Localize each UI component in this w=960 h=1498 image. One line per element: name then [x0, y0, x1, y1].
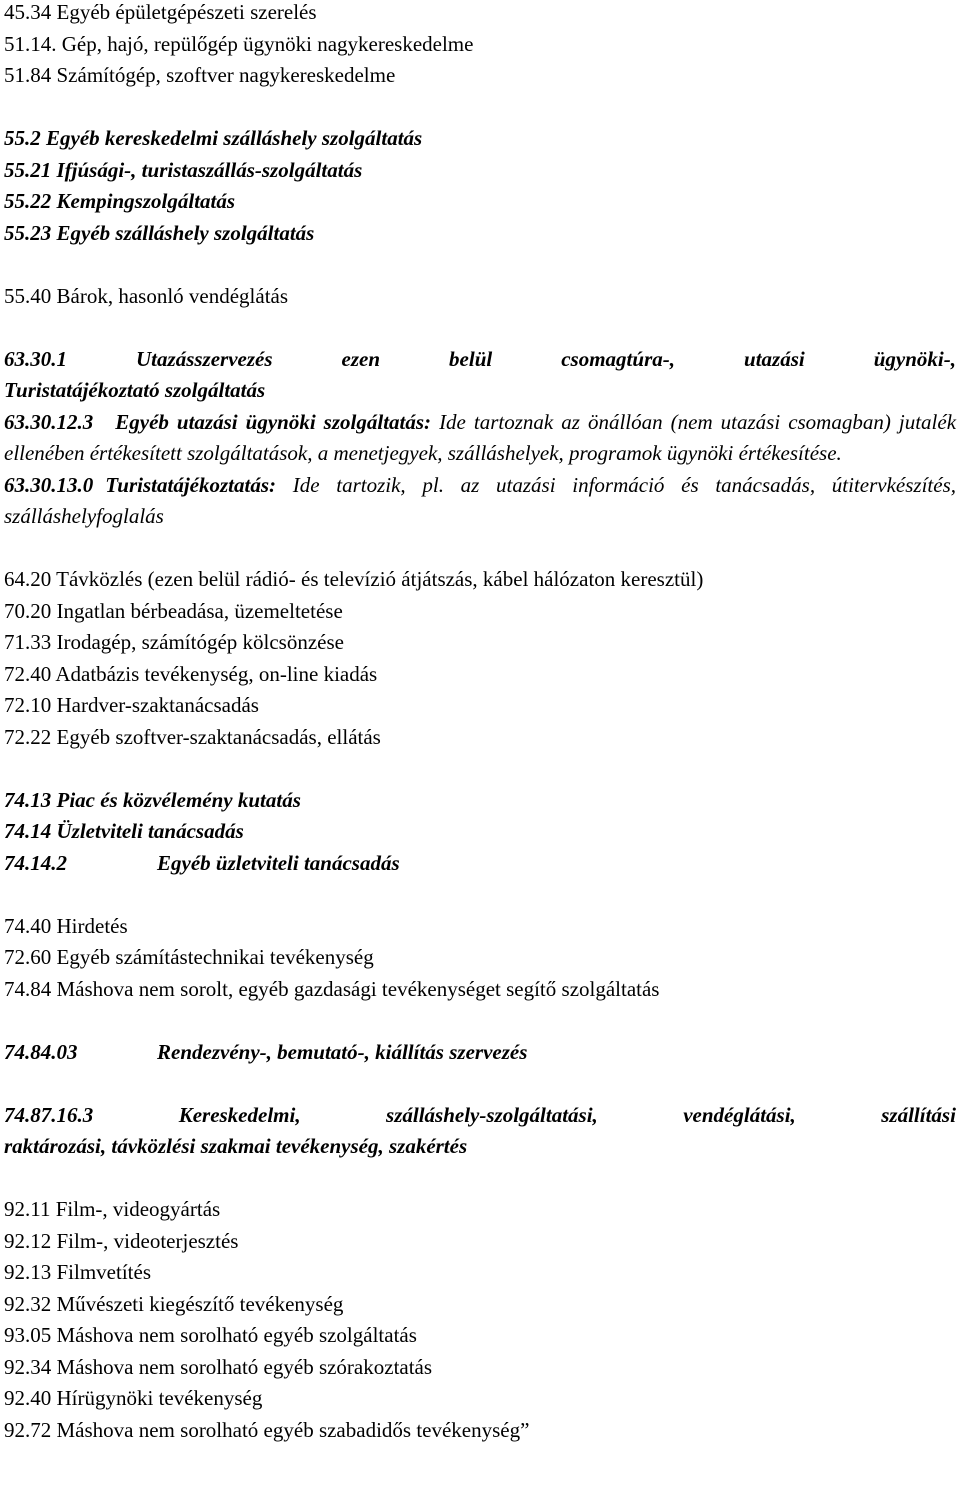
list-item: 92.12 Film-, videoterjesztés	[4, 1228, 239, 1253]
section-code: 63.30.12.3	[4, 409, 94, 434]
section-heading-continued: Turistatájékoztató szolgáltatás	[4, 378, 266, 402]
list-item: 92.13 Filmvetítés	[4, 1260, 151, 1284]
section-code: 74.87.16.3	[4, 1102, 94, 1127]
section-description: Ide tartoznak az önállóan (nem utazási csomagban) jutalék ellenében értékesített szolgáltatások, a menetjegyek, szálláshelyek, programok ügynöki értékesítése.	[4, 409, 957, 465]
list-item: 72.10 Hardver-szaktanácsadás	[4, 693, 259, 717]
activity-list-2	[4, 123, 956, 249]
list-item: 55.21 Ifjúsági-, turistaszállás-szolgáltatás	[4, 157, 363, 182]
list-item: 72.40 Adatbázis tevékenység, on-line kiadás	[4, 661, 378, 686]
list-item: 72.60 Egyéb számítástechnikai tevékenység	[4, 945, 374, 969]
section-74-84-03: 74.84.03 Rendezvény-, bemutató-, kiállítás szervezés	[4, 1039, 528, 1064]
list-item: 70.20 Ingatlan bérbeadása, üzemeltetése	[4, 598, 343, 623]
list-item: 92.40 Hírügynöki tevékenység	[4, 1386, 263, 1410]
list-item: 64.20 Távközlés (ezen belül rádió- és televízió átjátszás, kábel hálózaton keresztül)	[4, 567, 704, 591]
section-code: 63.30.13.0	[4, 472, 94, 497]
activity-list-3	[4, 564, 956, 753]
list-item: 93.05 Máshova nem sorolható egyéb szolgáltatás	[4, 1323, 417, 1347]
list-item: 74.84 Máshova nem sorolt, egyéb gazdasági tevékenységet segítő szolgáltatás	[4, 976, 660, 1001]
list-item: 55.2 Egyéb kereskedelmi szálláshely szolgáltatás	[4, 126, 423, 150]
section-description: Ide tartozik, pl. az utazási információ és tanácsadás, útitervkészítés, szálláshelyfoglalás	[4, 472, 956, 528]
section-heading: 74.87.16.3 Kereskedelmi, szálláshely-szolgáltatási, vendéglátási, szállítási	[4, 1100, 956, 1132]
list-item: 55.23 Egyéb szálláshely szolgáltatás	[4, 220, 315, 245]
list-item: 74.14 Üzletviteli tanácsadás	[4, 819, 244, 843]
activity-list-1	[4, 0, 956, 92]
section-74-87-16-3	[4, 1100, 956, 1163]
list-item: 92.32 Művészeti kiegészítő tevékenység	[4, 1291, 344, 1316]
section-code: 63.30.1	[4, 346, 67, 371]
list-item: 71.33 Irodagép, számítógép kölcsönzése	[4, 630, 344, 654]
list-item: 92.72 Máshova nem sorolható egyéb szabadidős tevékenység”	[4, 1417, 530, 1442]
list-item: 51.84 Számítógép, szoftver nagykereskedelme	[4, 63, 396, 87]
list-item: 74.40 Hirdetés	[4, 913, 128, 938]
list-item: 55.22 Kempingszolgáltatás	[4, 189, 236, 213]
list-item: 92.11 Film-, videogyártás	[4, 1197, 221, 1221]
section-heading-continued: raktározási, távközlési szakmai tevékenység, szakértés	[4, 1134, 468, 1158]
list-item: 45.34 Egyéb épületgépészeti szerelés	[4, 0, 317, 24]
list-item: 92.34 Máshova nem sorolható egyéb szórakoztatás	[4, 1354, 433, 1379]
list-item: 51.14. Gép, hajó, repülőgép ügynöki nagykereskedelme	[4, 31, 474, 56]
document-page	[4, 0, 956, 1446]
activity-list-5	[4, 911, 956, 1006]
section-63-30-1	[4, 344, 956, 407]
section-title: Turistatájékoztatás:	[105, 472, 276, 497]
list-item: 72.22 Egyéb szoftver-szaktanácsadás, ellátás	[4, 724, 381, 749]
list-item: 55.40 Bárok, hasonló vendéglátás	[4, 283, 289, 308]
section-title: Egyéb utazási ügynöki szolgáltatás:	[115, 409, 432, 434]
section-heading: 63.30.1 Utazásszervezés ezen belül csomagtúra-, utazási ügynöki-,	[4, 344, 956, 376]
section-63-30-13-0	[4, 470, 956, 533]
activity-list-4	[4, 785, 956, 880]
list-item: 74.13 Piac és közvélemény kutatás	[4, 787, 301, 812]
activity-list-6	[4, 1194, 956, 1446]
list-item: 74.14.2 Egyéb üzletviteli tanácsadás	[4, 850, 400, 875]
section-63-30-12-3	[4, 407, 956, 470]
